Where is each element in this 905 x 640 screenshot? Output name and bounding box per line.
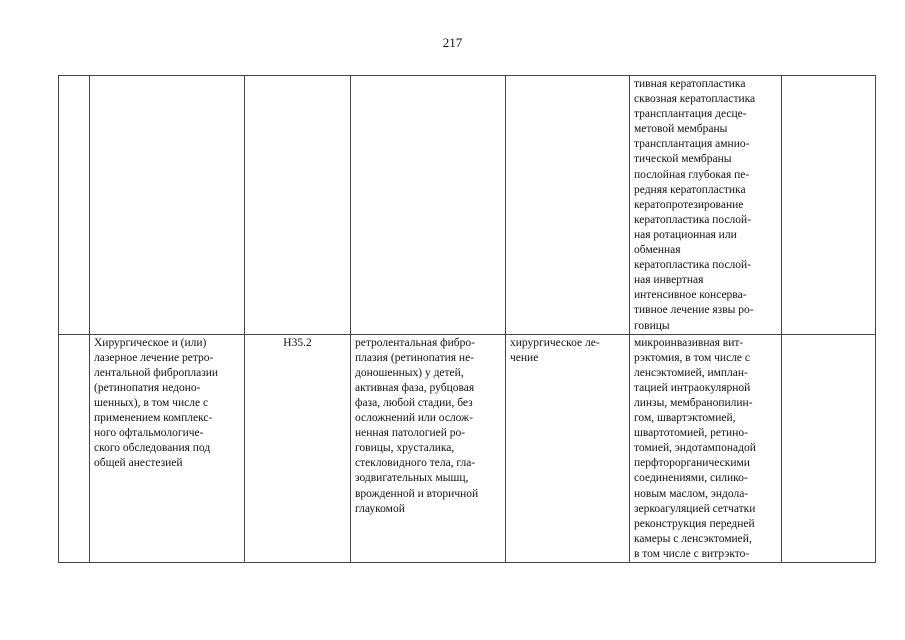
cell-text-line: трансплантация амнио- <box>634 138 750 151</box>
cell-text-line: тической мембраны <box>634 153 732 166</box>
cell-treatment-type <box>506 76 630 335</box>
cell-text-line: в том числе с витрэкто- <box>634 547 750 560</box>
cell-text-line: стекловидного тела, гла- <box>355 457 476 470</box>
cell-text-line: осложнений или ослож- <box>355 412 473 425</box>
cell-text-line: ная ротационная или <box>634 228 737 241</box>
cell-text-line: метовой мембраны <box>634 123 728 136</box>
cell-text-line: лазерное лечение ретро- <box>94 351 214 364</box>
cell-text-line: камеры с ленсэктомией, <box>634 532 752 545</box>
cell-text-line: доношенных) у детей, <box>355 366 464 379</box>
cell-text-line: ного офтальмологиче- <box>94 427 204 440</box>
cell-text-line: обменная <box>634 244 681 257</box>
cell-text-line: чение <box>510 351 539 364</box>
cell-text-line: (ретинопатия недоно- <box>94 381 201 394</box>
cell-text-line: послойная глубокая пе- <box>634 168 750 181</box>
cell-text-line: рэктомия, в том числе с <box>634 351 751 364</box>
table-row <box>59 76 876 335</box>
cell-text-line: томией, эндотампонадой <box>634 442 756 455</box>
cell-text-line: ретролентальная фибро- <box>355 336 475 349</box>
cell-text-line: трансплантация десце- <box>634 108 747 121</box>
cell-text-line: говицы, хрусталика, <box>355 442 455 455</box>
cell-text-line: активная фаза, рубцовая <box>355 381 475 394</box>
cell-number <box>59 76 90 335</box>
cell-text-line: тивное лечение язвы ро- <box>634 304 754 317</box>
cell-text-line: глаукомой <box>355 502 405 515</box>
cell-text-line: швартотомией, ретино- <box>634 427 748 440</box>
cell-text-line: ского обследования под <box>94 442 211 455</box>
cell-treatment-profile <box>90 76 245 335</box>
cell-text-line: плазия (ретинопатия не- <box>355 351 475 364</box>
page-number: 217 <box>442 35 463 50</box>
cell-text-line: хирургическое ле- <box>510 336 600 349</box>
cell-text-line: H35.2 <box>283 336 312 349</box>
cell-text-line: применением комплекс- <box>94 412 213 425</box>
cell-text-line: соединениями, силико- <box>634 472 748 485</box>
cell-text-line: линзы, мембранопилин- <box>634 396 753 409</box>
cell-text-line: гом, швартэктомией, <box>634 412 736 425</box>
cell-patient-model <box>351 76 506 335</box>
cell-treatment-method <box>630 76 782 335</box>
cell-text-line: врожденной и вторичной <box>355 487 479 500</box>
table-row <box>59 334 876 562</box>
cell-text-line: зодвигательных мышц, <box>355 472 469 485</box>
cell-text-line: зеркоагуляцией сетчатки <box>634 502 756 515</box>
cell-cost <box>782 76 876 335</box>
cell-icd-code <box>245 334 351 562</box>
cell-text-line: микроинвазивная вит- <box>634 336 744 349</box>
cell-text-line: говицы <box>634 319 670 332</box>
cell-icd-code <box>245 76 351 335</box>
cell-text-line: кератопротезирование <box>634 198 744 211</box>
cell-cost <box>782 334 876 562</box>
cell-number <box>59 334 90 562</box>
cell-text-line: редняя кератопластика <box>634 183 746 196</box>
cell-treatment-method <box>630 334 782 562</box>
cell-treatment-profile <box>90 334 245 562</box>
cell-text-line: новым маслом, эндола- <box>634 487 749 500</box>
cell-text-line: реконструкция передней <box>634 517 755 530</box>
cell-text-line: перфторорганическими <box>634 457 750 470</box>
cell-patient-model <box>351 334 506 562</box>
cell-text-line: ненная патологией ро- <box>355 427 466 440</box>
cell-text-line: тацией интраокулярной <box>634 381 751 394</box>
cell-text-line: лентальной фиброплазии <box>94 366 219 379</box>
cell-text-line: сквозная кератопластика <box>634 93 756 106</box>
cell-text-line: тивная кератопластика <box>634 78 746 90</box>
cell-text-line: ная инвертная <box>634 274 704 287</box>
cell-text-line: Хирургическое и (или) <box>94 336 207 349</box>
cell-text-line: кератопластика послой- <box>634 259 752 272</box>
cell-text-line: фаза, любой стадии, без <box>355 396 473 409</box>
medical-care-table <box>58 75 876 563</box>
cell-text-line: интенсивное консерва- <box>634 289 747 302</box>
cell-treatment-type <box>506 334 630 562</box>
cell-text-line: общей анестезией <box>94 457 183 470</box>
cell-text-line: шенных), в том числе с <box>94 396 209 409</box>
cell-text-line: ленсэктомией, имплан- <box>634 366 748 379</box>
cell-text-line: кератопластика послой- <box>634 213 752 226</box>
